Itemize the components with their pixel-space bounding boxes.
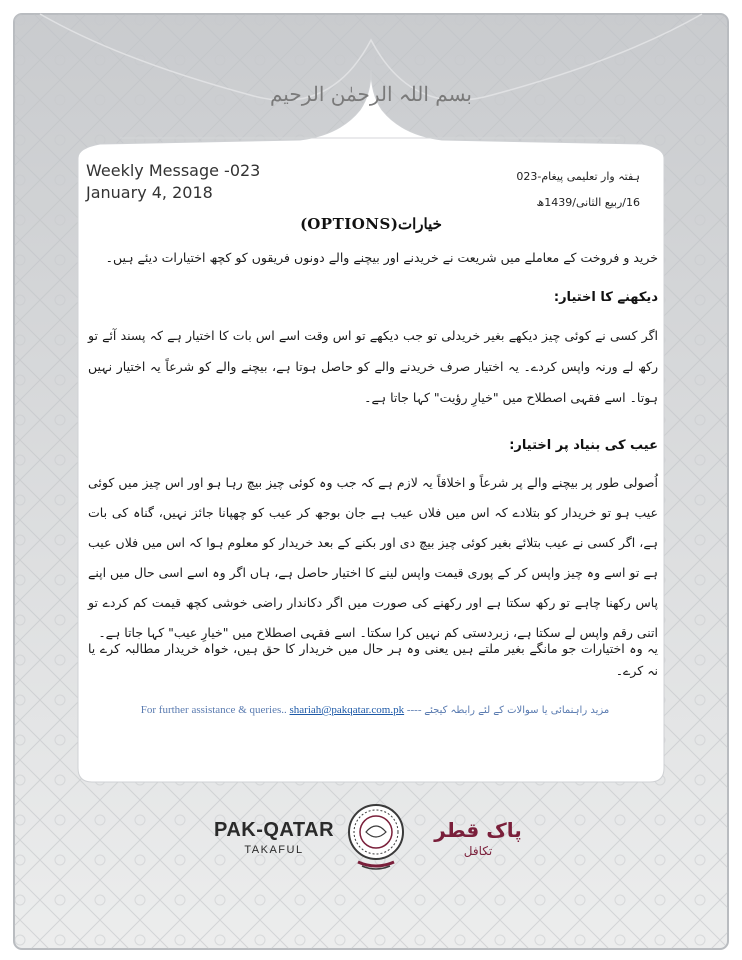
brand-name-ur: پاک قطر <box>434 818 522 842</box>
weekly-message-number: Weekly Message -023 <box>86 161 261 180</box>
contact-dashes: ---- <box>406 704 422 716</box>
title-urdu: خیارات <box>397 215 442 233</box>
contact-label-en: For further assistance & queries.. <box>140 704 287 716</box>
document-title <box>0 215 742 233</box>
brand-sub-ur: تکافل <box>463 844 493 858</box>
weekly-message-number-ur: ہفتہ وار تعلیمی پیغام-023 <box>516 170 640 183</box>
section2-paragraph: اُصولی طور پر بیچنے والے پر شرعاً و اخلاقاً یہ لازم ہے کہ جب وہ کوئی چیز بیچ رہا ہو اور اس چیز میں کوئی عیب ہو تو خریدار کو بتلادے کہ اس میں فلاں عیب ہے جان بوجھ کر عیب کو چھپانا جائز نہیں، گناہ کی بات ہے، اگر کسی نے عیب بتلائے بغیر کوئی چیز بیچ دی اور بکنے کے بعد خریدار کو معلوم ہوا کہ اس میں فلاں عیب ہے تو اسے وہ چیز واپس کر کے پوری قیمت واپس لینے کا اختیار حاصل ہے، ہاں اگر وہ اسے اسی حال میں اپنے پاس رکھنا چاہے تو رکھ سکتا ہے اور رکھنے کی صورت میں اگر دکاندار راضی خوشی کچھ قیمت کم کردے تو اتنی رقم واپس لے سکتا ہے، زبردستی کم نہیں کرا سکتا۔ اسے فقہی اصطلاح میں "خیارِ عیب" کہا جاتا ہے۔ <box>88 475 658 640</box>
closing-paragraph: یہ وہ اختیارات جو مانگے بغیر ملتے ہیں یعنی وہ ہر حال میں خریدار کا حق ہیں، خواہ خریدار مطالبہ کرے یا نہ کرے۔ <box>88 641 658 678</box>
contact-email-link[interactable]: shariah@pakqatar.com.pk <box>289 704 405 716</box>
intro-paragraph: خرید و فروخت کے معاملے میں شریعت نے خریدنے اور بیچنے والے دونوں فریقوں کو کچھ اختیارات دیئے ہیں۔ <box>105 250 658 265</box>
contact-row <box>120 704 630 716</box>
weekly-message-date-ur: 16/ربیع الثانی/1439ھ <box>536 196 640 209</box>
brand-logo-ur <box>418 818 538 860</box>
title-english: (OPTIONS) <box>300 215 398 233</box>
brand-name-en: PAK-QATAR <box>213 819 335 841</box>
contact-label-ur: مزید راہنمائی یا سوالات کے لئے رابطہ کیجئے <box>424 705 610 716</box>
brand-seal-icon <box>344 802 408 872</box>
weekly-message-en <box>86 160 260 204</box>
brand-sub-en: TAKAFUL <box>244 844 304 856</box>
bismillah-calligraphy: بسم اللہ الرحمٰن الرحیم <box>269 82 472 106</box>
weekly-message-ur <box>516 164 640 216</box>
brand-logo-en <box>209 818 339 858</box>
section1-heading: دیکھنے کا اختیار: <box>553 290 658 305</box>
section1-paragraph: اگر کسی نے کوئی چیز دیکھے بغیر خریدلی تو جب دیکھے تو اس وقت اسے اس بات کا اختیار ہے کہ پسند آئے تو رکھ لے ورنہ واپس کردے۔ یہ اختیار صرف خریدنے والے کو حاصل ہوتا ہے، بیچنے والے کو شرعاً یہ اختیار نہیں ہوتا۔ اسے فقہی اصطلاح میں "خیارِ رؤیت" کہا جاتا ہے۔ <box>88 328 658 405</box>
weekly-message-date: January 4, 2018 <box>86 183 213 202</box>
section2-heading: عیب کی بنیاد پر اختیار: <box>509 438 658 453</box>
